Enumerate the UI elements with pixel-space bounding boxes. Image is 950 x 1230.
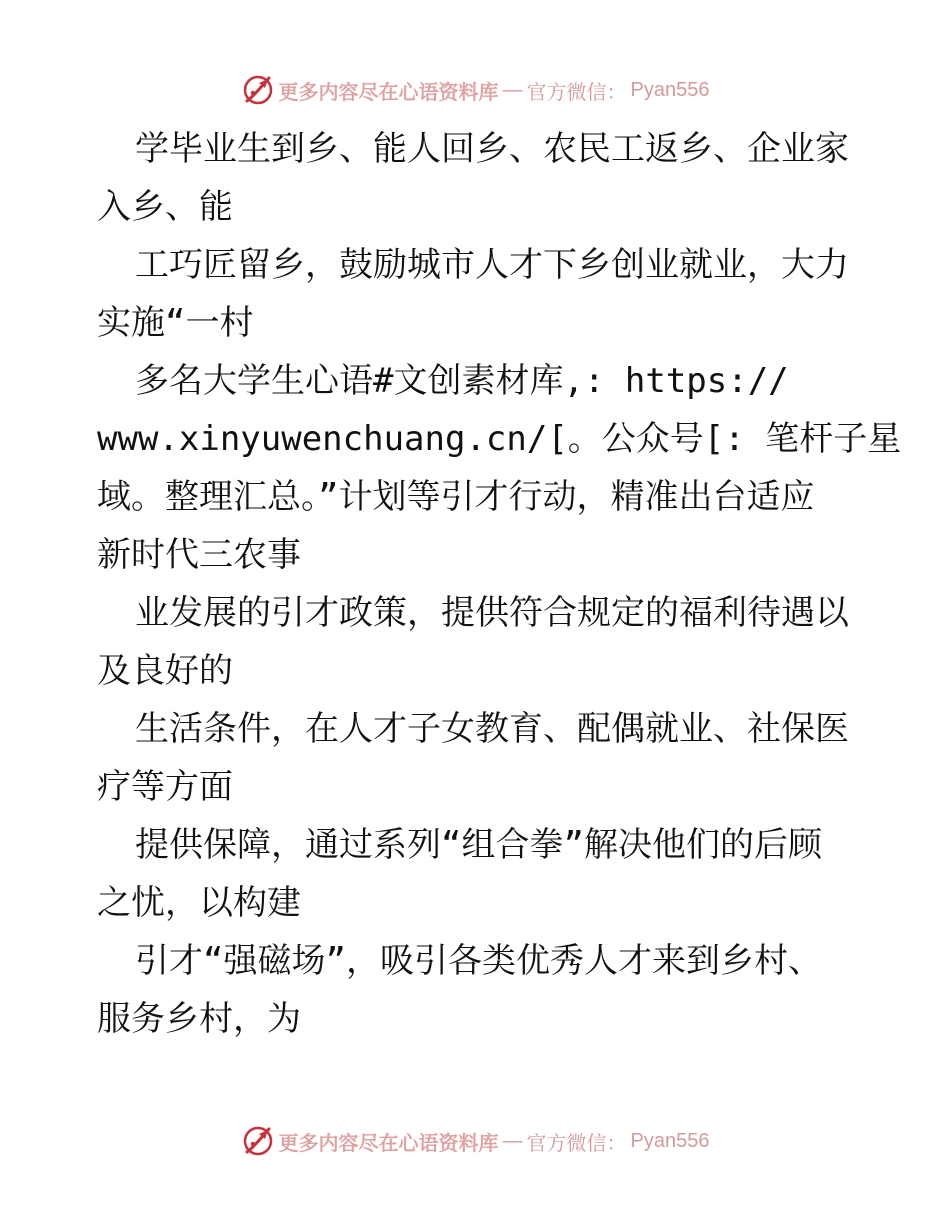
body-text [97,120,902,1048]
header-wechat-label: 官方微信： [526,79,627,104]
text-line: 学毕业生到乡、能人回乡、农民工返乡、企业家 [135,129,849,169]
footer-banner-dash: — [502,1129,523,1152]
text-line: 引才“强磁场”，吸引各类优秀人才来到乡村、 [135,941,822,981]
text-line: 多名大学生心语#文创素材库,: https:// [135,361,789,401]
text-line: 之忧，以构建 [97,883,301,923]
header-banner-dash: — [502,78,523,101]
header-banner-text: 更多内容尽在心语资料库 [278,79,499,104]
text-line: 新时代三农事 [97,535,301,575]
header-wechat-id: Pyan556 [630,78,710,101]
text-line: 生活条件，在人才子女教育、配偶就业、社保医 [135,709,849,749]
footer-banner-text: 更多内容尽在心语资料库 [278,1130,499,1155]
footer-wechat-id: Pyan556 [630,1129,710,1152]
text-line: 服务乡村，为 [97,999,301,1039]
text-line: 及良好的 [97,651,233,691]
footer-banner [0,1121,950,1161]
quill-logo-icon [241,1124,275,1158]
text-line: 工巧匠留乡，鼓励城市人才下乡创业就业，大力 [135,245,849,285]
text-line: 入乡、能 [97,187,233,227]
quill-logo-icon [241,73,275,107]
text-line: 提供保障，通过系列“组合拳”解决他们的后顾 [135,825,822,865]
text-line: 实施“一村 [97,303,254,343]
header-banner [0,70,950,110]
footer-wechat-label: 官方微信： [526,1130,627,1155]
text-line: 业发展的引才政策，提供符合规定的福利待遇以 [135,593,849,633]
text-line: www.xinyuwenchuang.cn/[。公众号[: 笔杆子星 [97,419,902,459]
text-line: 疗等方面 [97,767,233,807]
text-line: 域。整理汇总。”计划等引才行动，精准出台适应 [97,477,815,517]
